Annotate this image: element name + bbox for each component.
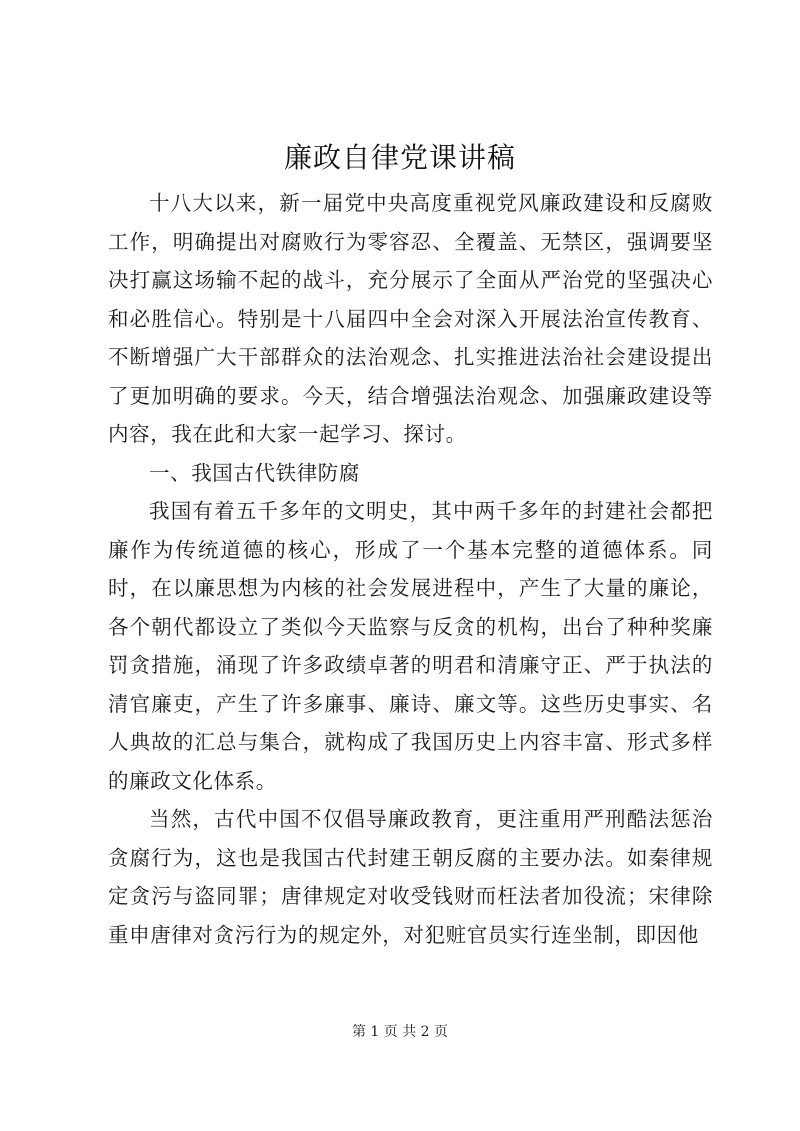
paragraph-laws: 当然，古代中国不仅倡导廉政教育，更注重用严刑酷法惩治贪腐行为，这也是我国古代封建王朝反腐的主要办法。如秦律规定贪污与盗同罪；唐律规定对收受钱财而枉法者加役流；宋律除重申唐律对贪污行为的规定外，对犯赃官员实行连坐制，即因他 <box>108 807 713 947</box>
section-heading: 一、我国古代铁律防腐 <box>149 460 360 485</box>
document-title: 廉政自律党课讲稿 <box>283 141 516 174</box>
document-body <box>108 184 713 954</box>
page-footer: 第 1 页 共 2 页 <box>351 1024 449 1040</box>
paragraph-history: 我国有着五千多年的文明史，其中两千多年的封建社会都把廉作为传统道德的核心，形成了一个基本完整的道德体系。同时，在以廉思想为内核的社会发展进程中，产生了大量的廉论，各个朝代都设立了类似今天监察与反贪的机构，出台了种种奖廉罚贪措施，涌现了许多政绩卓著的明君和清廉守正、严于执法的清官廉吏，产生了许多廉事、廉诗、廉文等。这些历史事实、名人典故的汇总与集合，就构成了我国历史上内容丰富、形式多样的廉政文化体系。 <box>108 499 713 793</box>
paragraph-intro: 十八大以来，新一届党中央高度重视党风廉政建设和反腐败工作，明确提出对腐败行为零容忍、全覆盖、无禁区，强调要坚决打赢这场输不起的战斗，充分展示了全面从严治党的坚强决心和必胜信心。特别是十八届四中全会对深入开展法治宣传教育、不断增强广大干部群众的法治观念、扎实推进法治社会建设提出了更加明确的要求。今天，结合增强法治观念、加强廉政建设等内容，我在此和大家一起学习、探讨。 <box>108 191 713 446</box>
